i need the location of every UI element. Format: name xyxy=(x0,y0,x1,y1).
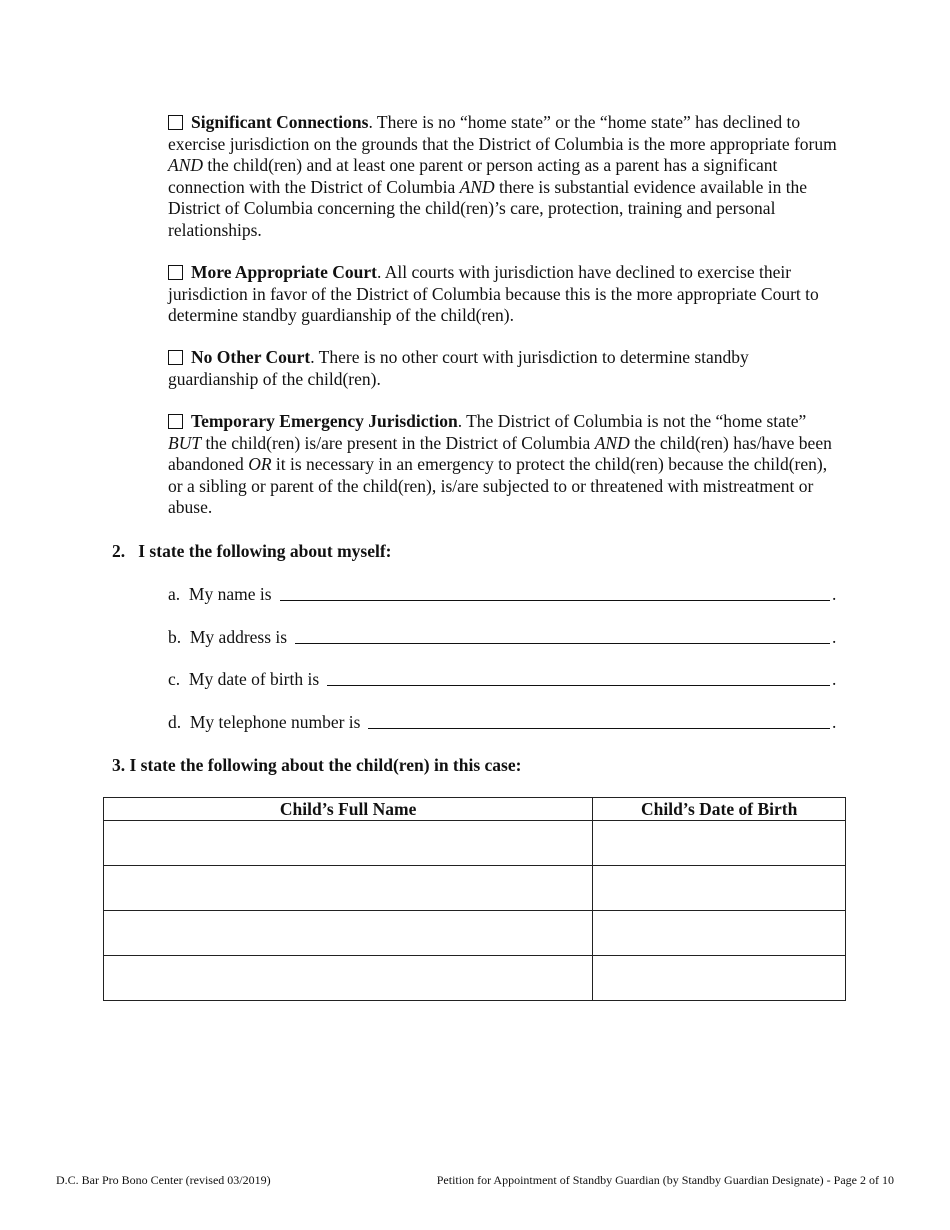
child-dob-header: Child’s Date of Birth xyxy=(593,798,846,821)
telephone-field-row: d. My telephone number is . xyxy=(168,712,837,732)
significant-connections-checkbox[interactable] xyxy=(168,115,183,130)
emphasis-text: AND xyxy=(594,432,630,453)
child-name-cell[interactable] xyxy=(104,821,593,866)
section-2-heading: 2. I state the following about myself: xyxy=(112,541,392,561)
option-title: More Appropriate Court xyxy=(191,262,377,282)
address-input[interactable] xyxy=(295,627,830,644)
footer-left: D.C. Bar Pro Bono Center (revised 03/2019) xyxy=(56,1173,271,1187)
emphasis-text: OR xyxy=(248,454,272,474)
children-table xyxy=(103,797,846,1001)
child-dob-cell[interactable] xyxy=(593,821,846,866)
option-significant-connections xyxy=(168,112,838,241)
address-field-row: b. My address is . xyxy=(168,627,837,647)
option-temporary-emergency-jurisdiction xyxy=(168,411,838,519)
child-name-cell[interactable] xyxy=(104,911,593,956)
table-row xyxy=(104,821,846,866)
more-appropriate-court-checkbox[interactable] xyxy=(168,265,183,280)
body-text: . There is no “home state” or the “home state” has declined to exercise jurisdiction on the grounds that the District of Columbia is the more appropriate forum xyxy=(168,112,837,154)
dob-input[interactable] xyxy=(327,669,830,686)
body-text: the child(ren) and at least one parent or person acting as a parent has a significant connection with the District of Columbia xyxy=(168,155,778,197)
child-dob-cell[interactable] xyxy=(593,911,846,956)
child-name-cell[interactable] xyxy=(104,866,593,911)
dob-field-row: c. My date of birth is . xyxy=(168,669,837,689)
name-field-row: a. My name is . xyxy=(168,584,837,604)
table-header-row xyxy=(104,798,846,821)
emphasis-text: BUT xyxy=(168,432,202,453)
body-text: . There is no other court with jurisdiction to determine standby guardianship of the child(ren). xyxy=(168,347,749,389)
body-text: it is necessary in an emergency to protect the child(ren) because the child(ren), or a sibling or parent of the child(ren), is/are subjected to or threatened with mistreatment or abuse. xyxy=(168,454,828,517)
name-label: a. My name is xyxy=(168,584,272,604)
table-row xyxy=(104,911,846,956)
footer-right: Petition for Appointment of Standby Guardian (by Standby Guardian Designate) - Page 2 of 10 xyxy=(436,1173,894,1187)
name-input[interactable] xyxy=(280,584,830,601)
table-row xyxy=(104,956,846,1001)
body-text: the child(ren) has/have been abandoned xyxy=(168,432,832,474)
dob-label: c. My date of birth is xyxy=(168,669,320,689)
temporary-emergency-jurisdiction-checkbox[interactable] xyxy=(168,414,183,429)
option-title: Temporary Emergency Jurisdiction xyxy=(191,411,458,431)
section-3-heading: 3. I state the following about the child(ren) in this case: xyxy=(112,755,522,775)
telephone-input[interactable] xyxy=(368,712,830,729)
child-dob-cell[interactable] xyxy=(593,866,846,911)
table-row xyxy=(104,866,846,911)
emphasis-text: AND xyxy=(459,176,495,197)
body-text: the child(ren) is/are present in the District of Columbia xyxy=(201,432,595,453)
child-dob-cell[interactable] xyxy=(593,956,846,1001)
no-other-court-checkbox[interactable] xyxy=(168,350,183,365)
body-text: . The District of Columbia is not the “home state” xyxy=(457,411,807,431)
body-text: there is substantial evidence available in the District of Columbia concerning the child(ren)’s care, protection, training and personal relationships. xyxy=(168,176,808,240)
option-no-other-court xyxy=(168,347,838,390)
emphasis-text: AND xyxy=(168,155,203,175)
body-text: . All courts with jurisdiction have declined to exercise their jurisdiction in favor of the District of Columbia because this is the more appropriate Court to determine standby guardianship of the child(ren). xyxy=(168,262,819,325)
child-full-name-header: Child’s Full Name xyxy=(104,798,593,821)
telephone-label: d. My telephone number is xyxy=(168,712,361,732)
option-title: No Other Court xyxy=(191,347,311,367)
address-label: b. My address is xyxy=(168,627,288,647)
option-title: Significant Connections xyxy=(191,112,369,132)
option-more-appropriate-court xyxy=(168,262,838,327)
child-name-cell[interactable] xyxy=(104,956,593,1001)
